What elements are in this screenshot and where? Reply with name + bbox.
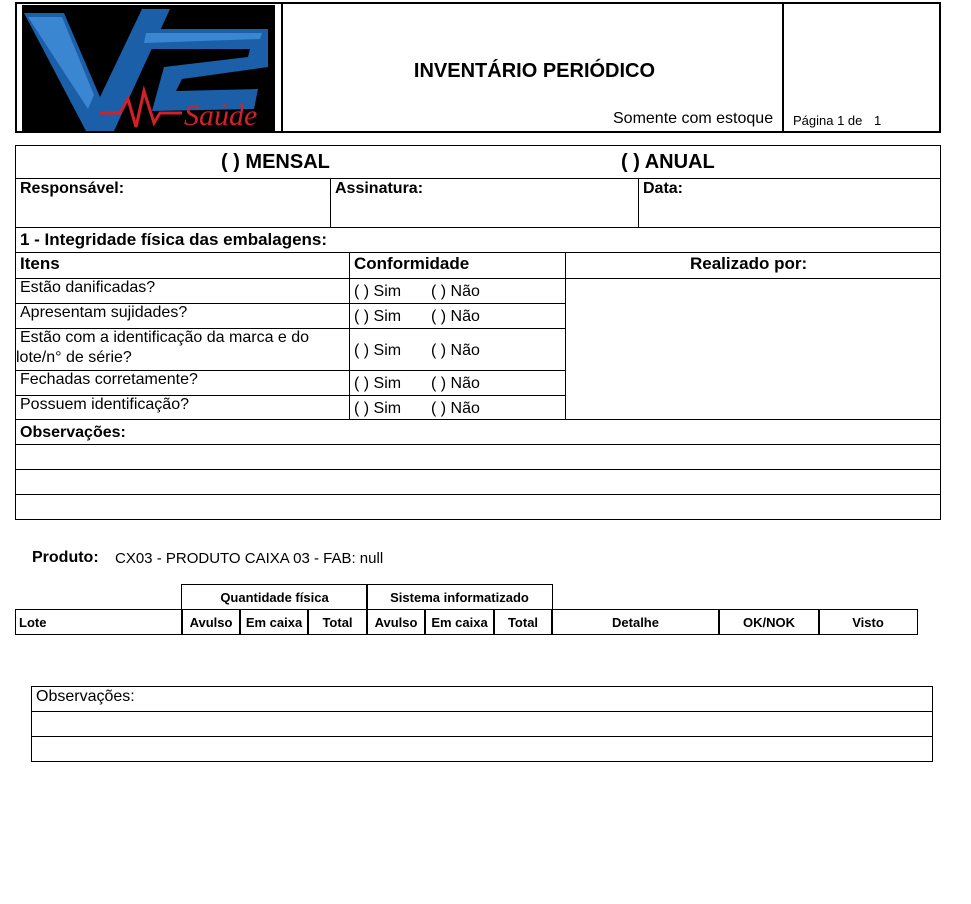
col-check: Visto: [818, 609, 918, 635]
yes-option[interactable]: ( ) Sim: [354, 342, 402, 359]
observations-label: Observações:: [20, 424, 126, 441]
document-title: INVENTÁRIO PERIÓDICO: [413, 60, 656, 82]
product-label: Produto:: [32, 549, 99, 566]
col-system-boxed: Em caixa: [424, 609, 495, 635]
document-header: [15, 2, 941, 133]
integrity-section-title: 1 - Integridade física das embalagens:: [20, 230, 328, 249]
col-items-header: Itens: [20, 254, 60, 273]
page-info: [793, 113, 881, 128]
logo-graphic: [22, 5, 275, 133]
page-total: 1: [874, 113, 882, 128]
responsible-field[interactable]: Responsável:: [20, 180, 125, 197]
item-labeled: Possuem identificação?: [20, 396, 189, 413]
yearly-option[interactable]: ( ) ANUAL: [621, 151, 715, 173]
bottom-observations-label: Observações:: [36, 688, 135, 705]
col-conformity-header: Conformidade: [354, 254, 470, 273]
col-ok-nok: OK/NOK: [718, 609, 820, 635]
yes-option[interactable]: ( ) Sim: [354, 400, 402, 417]
logo-cell: [17, 4, 283, 131]
no-option[interactable]: ( ) Não: [431, 308, 480, 325]
no-option[interactable]: ( ) Não: [431, 375, 480, 392]
bottom-observations-box: [31, 686, 933, 762]
col-system-total: Total: [493, 609, 553, 635]
item-damaged: Estão danificadas?: [20, 279, 156, 296]
product-value: CX03 - PRODUTO CAIXA 03 - FAB: null: [115, 550, 384, 567]
col-detail: Detalhe: [551, 609, 720, 635]
no-option[interactable]: ( ) Não: [431, 342, 480, 359]
monthly-option[interactable]: ( ) MENSAL: [221, 151, 330, 173]
no-option[interactable]: ( ) Não: [431, 400, 480, 417]
item-closed: Fechadas corretamente?: [20, 371, 198, 388]
item-identification-brand: Estão com a identificação da marca e do: [20, 329, 310, 346]
col-physical-boxed: Em caixa: [239, 609, 309, 635]
col-lot: Lote: [15, 609, 183, 635]
col-physical-total: Total: [307, 609, 368, 635]
date-field[interactable]: Data:: [643, 180, 684, 197]
logo-text: Saúde: [184, 99, 258, 132]
page-label: Página 1 de: [793, 113, 863, 128]
signature-field[interactable]: Assinatura:: [335, 180, 424, 197]
inventory-form: [15, 145, 941, 520]
yes-option[interactable]: ( ) Sim: [354, 283, 402, 300]
company-logo: [22, 5, 275, 133]
item-dirty: Apresentam sujidades?: [20, 304, 188, 321]
col-done-by-header: Realizado por:: [690, 254, 808, 273]
stock-filter-label: Somente com estoque: [613, 110, 774, 127]
yes-option[interactable]: ( ) Sim: [354, 308, 402, 325]
item-identification-lot: lote/n° de série?: [16, 349, 132, 366]
no-option[interactable]: ( ) Não: [431, 283, 480, 300]
yes-option[interactable]: ( ) Sim: [354, 375, 402, 392]
col-physical-loose: Avulso: [181, 609, 241, 635]
group-physical-quantity: Quantidade física: [181, 584, 368, 610]
group-system: Sistema informatizado: [366, 584, 553, 610]
col-system-loose: Avulso: [366, 609, 426, 635]
